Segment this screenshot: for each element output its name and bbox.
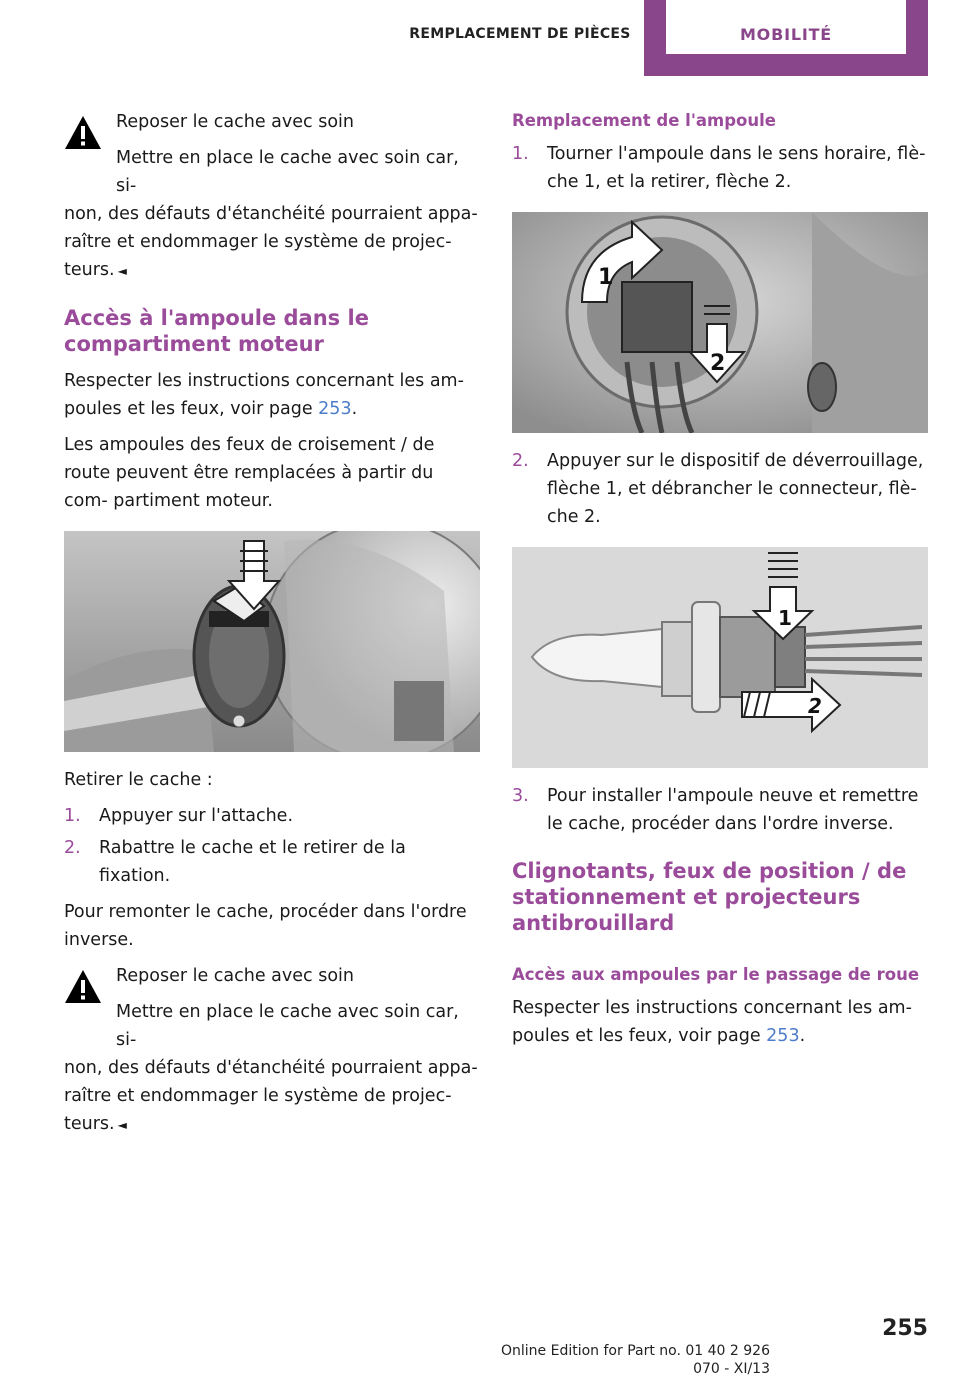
paragraph: Pour remonter le cache, procéder dans l'ordre inverse. [64,902,467,950]
step-list [64,802,480,890]
paragraph-text: Respecter les instructions concernant les am- poules et les feux, voir page [512,998,912,1046]
bulb-rotate-figure [512,212,928,433]
list-item [512,782,928,838]
step-text: Rabattre le cache et le retirer de la fixation. [99,838,406,886]
step-text: Tourner l'ampoule dans le sens horaire, flè- che 1, et la retirer, flèche 2. [547,144,926,192]
page-link[interactable]: 253 [766,1026,800,1046]
warning-text-line: Mettre en place le cache avec soin car, si- [116,1002,459,1050]
engine-compartment-figure [64,531,480,752]
subheading: Remplacement de l'ampoule [512,111,776,130]
step-number: 1. [512,144,529,164]
section-heading: Accès à l'ampoule dans le compartiment moteur [64,306,369,356]
page-number: 255 [882,1316,928,1341]
step-number: 3. [512,786,529,806]
paragraph-text: Respecter les instructions concernant les am- poules et les feux, voir page [64,371,464,419]
paragraph-end: . [351,399,358,419]
chapter-tab [644,0,928,76]
warning-text-line: Mettre en place le cache avec soin car, si- [116,148,459,196]
warning-text: non, des défauts d'étanchéité pourraient appa- raître et endommager le système de projec- teurs. [64,204,478,280]
connector-figure [512,547,928,768]
list-item [64,802,480,830]
warning-block [64,108,480,285]
warning-title: Reposer le cache avec soin [116,966,354,986]
step-list [512,447,928,531]
step-number: 1. [64,806,81,826]
step-text: Pour installer l'ampoule neuve et remettre le cache, procéder dans l'ordre inverse. [547,786,919,834]
warning-text: non, des défauts d'étanchéité pourraient appa- raître et endommager le système de projec- teurs. [64,1058,478,1134]
end-mark: ◄ [117,1118,127,1132]
end-mark: ◄ [117,264,127,278]
arrow-label: 1 [598,265,614,290]
footer-edition: Online Edition for Part no. 01 40 2 926 070 - XI/13 [501,1343,770,1377]
arrow-label: 2 [808,694,822,718]
page-link[interactable]: 253 [318,399,352,419]
step-number: 2. [512,451,529,471]
paragraph [512,994,928,1050]
step-text: Appuyer sur le dispositif de déverrouillage, flèche 1, et débrancher le connecteur, flè- che 2. [547,451,924,527]
section-heading: Clignotants, feux de position / de stationnement et projecteurs antibrouillard [512,859,907,935]
list-item [512,447,928,531]
paragraph [64,367,480,423]
step-list [512,782,928,838]
left-column [64,108,480,1147]
step-number: 2. [64,838,81,858]
chapter-tab-label: MOBILITÉ [666,0,906,54]
arrow-label: 2 [710,351,726,376]
warning-icon [64,114,102,152]
subheading: Accès aux ampoules par le passage de roue [512,965,920,984]
step-list [512,140,928,196]
warning-title: Reposer le cache avec soin [116,112,354,132]
arrow-label: 1 [778,606,792,630]
instruction-label: Retirer le cache : [64,770,213,790]
step-text: Appuyer sur l'attache. [99,806,294,826]
list-item [512,140,928,196]
right-column [512,108,928,1058]
paragraph: Les ampoules des feux de croisement / de route peuvent être remplacées à partir du com- partiment moteur. [64,435,435,511]
list-item [64,834,480,890]
warning-block [64,962,480,1139]
header-section-title: REMPLACEMENT DE PIÈCES [409,26,631,42]
warning-icon [64,968,102,1006]
paragraph-end: . [799,1026,806,1046]
